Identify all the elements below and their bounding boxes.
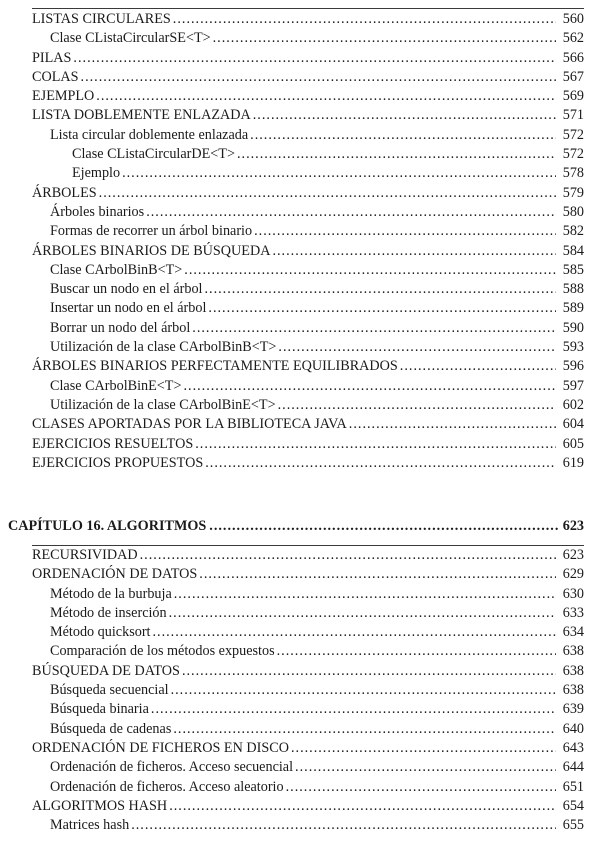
toc-entry-page: 655 [562,817,584,834]
toc-entry[interactable] [32,242,584,261]
toc-entry-page: 634 [562,624,584,641]
toc-entry-title: Árboles binarios [50,203,145,220]
toc-entry-page: 572 [562,146,584,163]
toc-entry[interactable] [32,739,584,758]
toc-entry[interactable] [32,49,584,68]
toc-entry-page: 567 [562,68,584,85]
toc-entry[interactable] [32,164,584,183]
toc-entry-title: Búsqueda de cadenas [50,720,172,737]
dot-leader [184,261,556,280]
toc-entry-title: Comparación de los métodos expuestos [50,643,275,660]
dot-leader [183,377,556,396]
dot-leader [278,338,556,357]
toc-entry-title: ÁRBOLES BINARIOS PERFECTAMENTE EQUILIBRADOS [32,358,398,375]
toc-entry-page: 590 [562,319,584,336]
toc-entry[interactable] [32,280,584,299]
dot-leader [174,585,556,604]
dot-leader [99,184,556,203]
toc-entry-page: 654 [562,797,584,814]
dot-leader [272,242,556,261]
toc-entry[interactable] [32,10,584,29]
toc-entry-page: 596 [562,358,584,375]
toc-entry-title: Método de la burbuja [50,585,172,602]
toc-entry-page: 571 [562,107,584,124]
toc-entry[interactable] [32,396,584,415]
toc-entry-title: PILAS [32,49,72,66]
dot-leader [254,222,556,241]
toc-entry[interactable] [32,435,584,454]
toc-entry-title: Clase CListaCircularDE<T> [72,146,235,163]
toc-entry[interactable] [32,797,584,816]
toc-entry-page: 638 [562,643,584,660]
toc-entry[interactable] [32,357,584,376]
toc-entry[interactable] [32,106,584,125]
toc-entry[interactable] [32,585,584,604]
toc-entry-title: Lista circular doblemente enlazada [50,126,249,143]
top-rule [32,8,584,9]
toc-entry-title: EJERCICIOS PROPUESTOS [32,454,204,471]
toc-entry-page: 589 [562,300,584,317]
toc-entry-page: 639 [562,701,584,718]
dot-leader [237,145,556,164]
dot-leader [169,604,556,623]
toc-entry[interactable] [32,29,584,48]
toc-entry[interactable] [32,261,584,280]
toc-entry-page: 651 [562,778,584,795]
dot-leader [400,357,556,376]
toc-entry-page: 623 [562,547,584,563]
dot-leader [173,10,556,29]
toc-entry-title: ALGORITMOS HASH [32,797,168,814]
toc-entry[interactable] [32,222,584,241]
toc-entry[interactable] [32,145,584,164]
toc-entry-title: ORDENACIÓN DE FICHEROS EN DISCO [32,739,289,756]
toc-entry-page: 644 [562,759,584,776]
toc-entry-page: 605 [562,435,584,452]
toc-entry[interactable] [32,623,584,642]
chapter-leader [209,516,559,536]
dot-leader [208,299,556,318]
toc-entry-page: 643 [562,739,584,756]
toc-entry-title: EJERCICIOS RESUELTOS [32,435,194,452]
dot-leader [205,454,556,473]
toc-entry-page: 566 [562,49,584,66]
toc-entry-page: 593 [562,339,584,356]
toc-entry[interactable] [32,203,584,222]
toc-entry-page: 630 [562,585,584,602]
toc-entry-page: 560 [562,11,584,27]
toc-section-algoritmos [32,546,584,835]
toc-entry-page: 572 [562,126,584,143]
toc-entry-title: Clase CArbolBinE<T> [50,377,182,394]
toc-entry-page: 580 [562,203,584,220]
toc-entry[interactable] [32,338,584,357]
dot-leader [295,758,556,777]
dot-leader [349,415,556,434]
toc-entry-title: Matrices hash [50,817,130,834]
chapter-page: 623 [562,518,584,534]
dot-leader [199,565,556,584]
toc-entry[interactable] [32,184,584,203]
toc-entry-title: Utilización de la clase CArbolBinB<T> [50,339,277,356]
toc-entry-title: COLAS [32,68,79,85]
toc-entry[interactable] [32,454,584,473]
toc-entry[interactable] [32,87,584,106]
chapter-title: CAPÍTULO 16. ALGORITMOS [8,518,207,534]
dot-leader [146,203,556,222]
dot-leader [122,164,556,183]
toc-entry-title: Borrar un nodo del árbol [50,319,191,336]
toc-entry[interactable] [32,758,584,777]
toc-entry[interactable] [32,604,584,623]
toc-entry-title: CLASES APORTADAS POR LA BIBLIOTECA JAVA [32,416,347,433]
toc-entry-title: Clase CListaCircularSE<T> [50,30,211,47]
toc-entry[interactable] [32,642,584,661]
toc-entry-title: Buscar un nodo en el árbol [50,281,203,298]
toc-entry-page: 569 [562,88,584,105]
dot-leader [192,319,556,338]
toc-entry[interactable] [32,700,584,719]
toc-entry[interactable] [32,126,584,145]
toc-entry-title: Formas de recorrer un árbol binario [50,223,253,240]
toc-entry[interactable] [32,681,584,700]
toc-entry-page: 579 [562,184,584,201]
toc-entry-page: 604 [562,416,584,433]
dot-leader [173,720,556,739]
toc-entry[interactable] [32,546,584,565]
toc-entry-title: Ordenación de ficheros. Acceso aleatorio [50,778,284,795]
toc-entry-page: 578 [562,165,584,182]
toc-entry-title: Clase CArbolBinB<T> [50,261,183,278]
dot-leader [131,816,556,835]
toc-entry-page: 638 [562,662,584,679]
toc-entry-page: 597 [562,377,584,394]
toc-entry[interactable] [32,377,584,396]
toc-entry-page: 582 [562,223,584,240]
toc-entry-title: LISTAS CIRCULARES [32,11,171,27]
dot-leader [140,546,556,565]
toc-entry[interactable] [32,662,584,681]
toc-entry-title: BÚSQUEDA DE DATOS [32,662,180,679]
dot-leader [171,681,556,700]
dot-leader [286,778,556,797]
toc-entry-title: ÁRBOLES [32,184,97,201]
toc-entry[interactable] [32,778,584,797]
toc-entry-title: Ejemplo [72,165,121,182]
dot-leader [277,642,556,661]
dot-leader [291,739,556,758]
toc-entry-title: EJEMPLO [32,88,95,105]
toc-entry-title: ÁRBOLES BINARIOS DE BÚSQUEDA [32,242,271,259]
dot-leader [278,396,556,415]
toc-entry[interactable] [32,720,584,739]
chapter-heading[interactable] [8,516,584,536]
dot-leader [151,700,556,719]
toc-entry-title: Insertar un nodo en el árbol [50,300,207,317]
toc-entry-page: 602 [562,396,584,413]
dot-leader [213,29,556,48]
dot-leader [253,106,556,125]
toc-entry-page: 633 [562,604,584,621]
toc-entry-page: 585 [562,261,584,278]
toc-entry-page: 629 [562,566,584,583]
toc-entry-title: ORDENACIÓN DE DATOS [32,566,198,583]
toc-entry-title: Utilización de la clase CArbolBinE<T> [50,396,276,413]
toc-entry-title: Ordenación de ficheros. Acceso secuencial [50,759,294,776]
toc-entry[interactable] [32,299,584,318]
toc-entry-page: 584 [562,242,584,259]
dot-leader [195,435,556,454]
toc-entry-title: Búsqueda binaria [50,701,149,718]
toc-entry-page: 588 [562,281,584,298]
dot-leader [81,68,556,87]
dot-leader [204,280,556,299]
toc-entry[interactable] [32,415,584,434]
toc-entry-page: 562 [562,30,584,47]
toc-entry[interactable] [32,816,584,835]
dot-leader [169,797,556,816]
toc-entry-title: Método quicksort [50,624,151,641]
dot-leader [152,623,556,642]
toc-entry-page: 638 [562,682,584,699]
dot-leader [73,49,556,68]
toc-entry[interactable] [32,319,584,338]
toc-entry-page: 619 [562,454,584,471]
toc-section-listas [32,10,584,473]
dot-leader [250,126,556,145]
toc-entry[interactable] [32,68,584,87]
toc-entry[interactable] [32,565,584,584]
toc-entry-page: 640 [562,720,584,737]
dot-leader [96,87,556,106]
toc-entry-title: LISTA DOBLEMENTE ENLAZADA [32,107,251,124]
dot-leader [182,662,556,681]
toc-entry-title: Búsqueda secuencial [50,682,169,699]
toc-entry-title: RECURSIVIDAD [32,547,138,563]
toc-entry-title: Método de inserción [50,604,167,621]
